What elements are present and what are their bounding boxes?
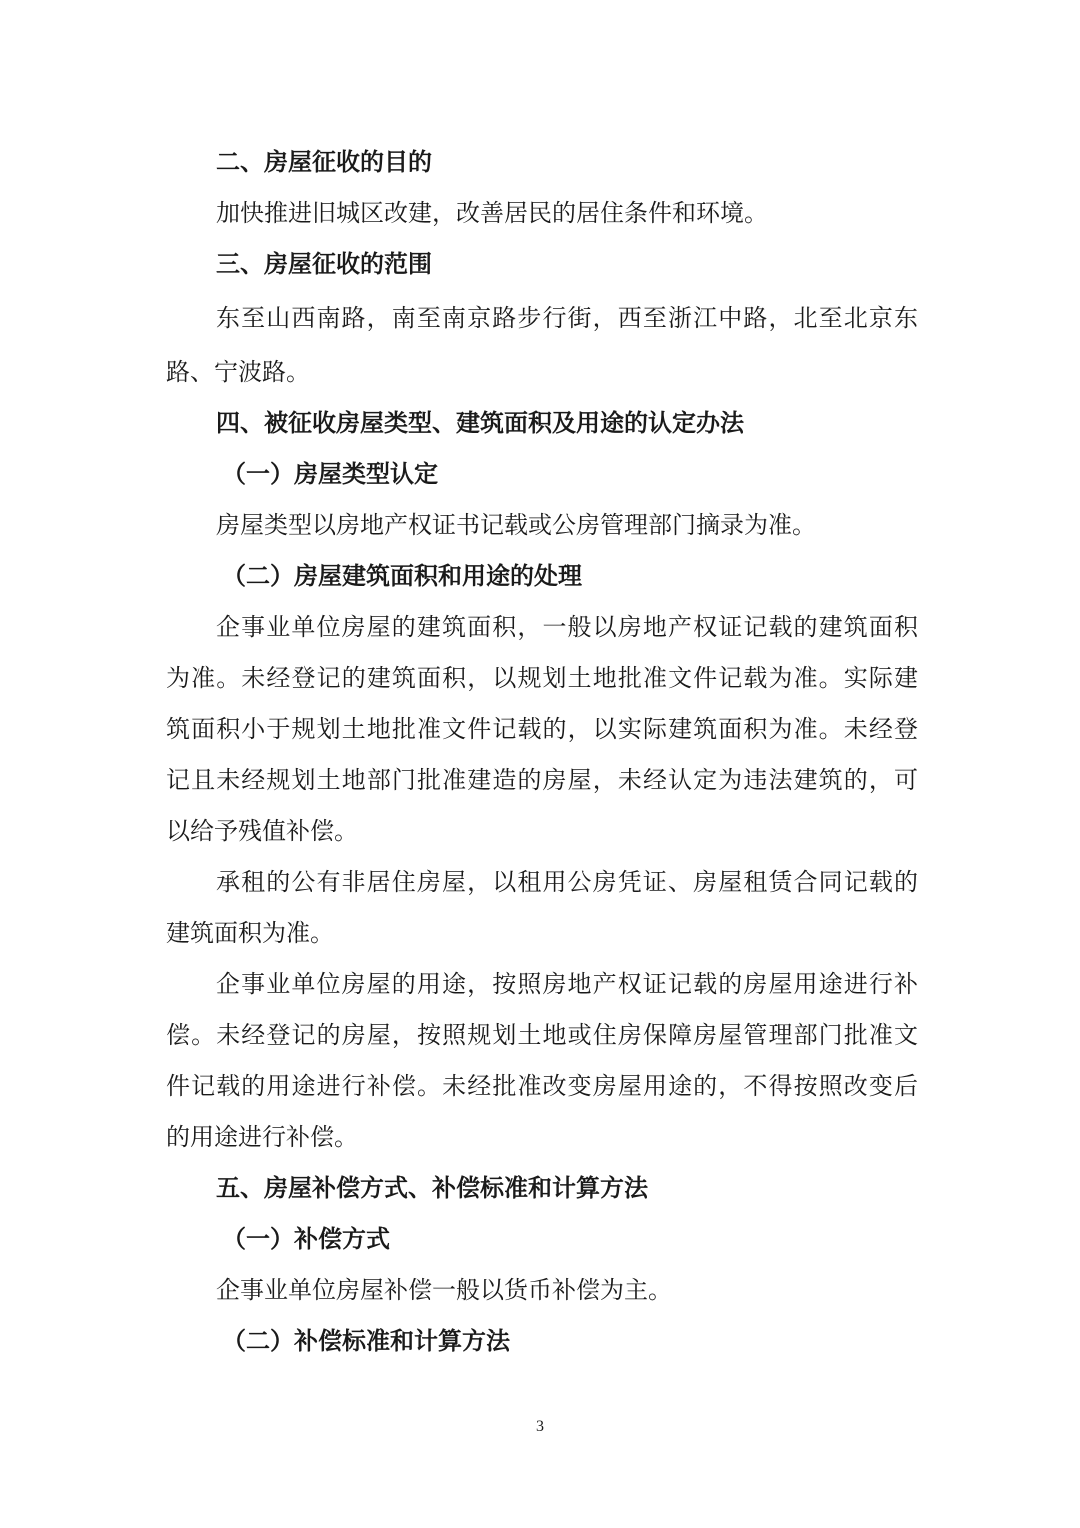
paragraph-line: 加快推进旧城区改建，改善居民的居住条件和环境。 bbox=[216, 199, 768, 227]
paragraph-line: 企事业单位房屋的建筑面积，一般以房地产权证记载的建筑面积 bbox=[216, 613, 918, 641]
page-number: 3 bbox=[536, 1418, 544, 1435]
subsection-heading: （一）房屋类型认定 bbox=[222, 459, 438, 488]
paragraph-line: 以给予残值补偿。 bbox=[166, 817, 358, 845]
paragraph-line: 房屋类型以房地产权证书记载或公房管理部门摘录为准。 bbox=[216, 511, 816, 539]
paragraph-line: 东至山西南路，南至南京路步行街，西至浙江中路，北至北京东 bbox=[216, 304, 918, 332]
paragraph-line: 偿。未经登记的房屋，按照规划土地或住房保障房屋管理部门批准文 bbox=[166, 1021, 918, 1049]
paragraph-line: 路、宁波路。 bbox=[166, 358, 310, 386]
subsection-heading: （二）补偿标准和计算方法 bbox=[222, 1326, 510, 1355]
paragraph-line: 筑面积小于规划土地批准文件记载的，以实际建筑面积为准。未经登 bbox=[166, 715, 918, 743]
section-heading: 五、房屋补偿方式、补偿标准和计算方法 bbox=[216, 1174, 648, 1202]
paragraph-line: 为准。未经登记的建筑面积，以规划土地批准文件记载为准。实际建 bbox=[166, 664, 918, 692]
section-heading: 二、房屋征收的目的 bbox=[216, 148, 432, 176]
paragraph-line: 的用途进行补偿。 bbox=[166, 1123, 358, 1151]
subsection-heading: （二）房屋建筑面积和用途的处理 bbox=[222, 561, 582, 590]
section-heading: 三、房屋征收的范围 bbox=[216, 250, 432, 278]
paragraph-line: 记且未经规划土地部门批准建造的房屋，未经认定为违法建筑的，可 bbox=[166, 766, 918, 794]
paragraph-line: 建筑面积为准。 bbox=[166, 919, 334, 947]
paragraph-line: 企事业单位房屋的用途，按照房地产权证记载的房屋用途进行补 bbox=[216, 970, 918, 998]
section-heading: 四、被征收房屋类型、建筑面积及用途的认定办法 bbox=[216, 409, 744, 437]
paragraph-line: 企事业单位房屋补偿一般以货币补偿为主。 bbox=[216, 1276, 672, 1304]
paragraph-line: 承租的公有非居住房屋，以租用公房凭证、房屋租赁合同记载的 bbox=[216, 868, 918, 896]
paragraph-line: 件记载的用途进行补偿。未经批准改变房屋用途的，不得按照改变后 bbox=[166, 1072, 918, 1100]
subsection-heading: （一）补偿方式 bbox=[222, 1224, 390, 1253]
